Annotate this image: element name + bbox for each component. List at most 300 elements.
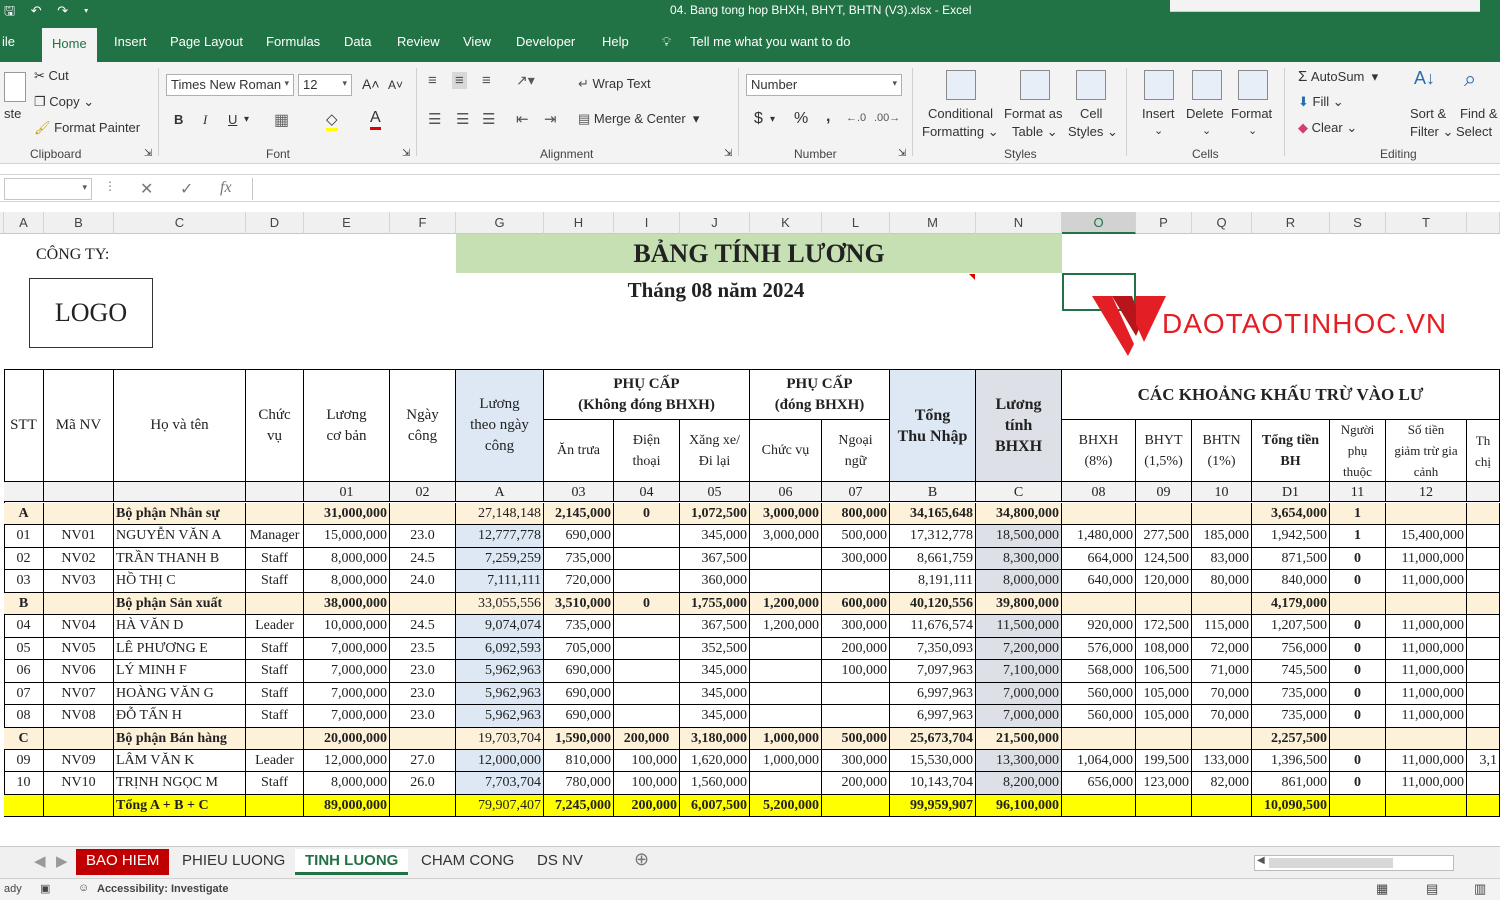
code-cell[interactable]: 06 xyxy=(750,482,822,502)
clear-button[interactable]: ◆ Clear ⌄ xyxy=(1298,120,1358,135)
font-name-select[interactable]: Times New Roman ▾ xyxy=(166,74,294,96)
table-row-cell[interactable]: 12,000,000 xyxy=(304,750,390,772)
column-header-t[interactable]: T xyxy=(1386,212,1467,234)
tab-data[interactable]: Data xyxy=(344,34,372,49)
table-row-cell[interactable]: 8,000,000 xyxy=(976,570,1062,593)
align-bottom-icon[interactable]: ≡ xyxy=(482,72,491,89)
group-row-cell[interactable] xyxy=(390,593,456,615)
table-row-cell[interactable]: 0 xyxy=(1330,570,1386,593)
group-row-cell[interactable]: 21,500,000 xyxy=(976,728,1062,750)
table-row-cell[interactable]: 0 xyxy=(1330,683,1386,705)
table-row-cell[interactable]: 8,191,111 xyxy=(890,570,976,593)
paste-button[interactable]: ste xyxy=(4,106,22,121)
table-row-cell[interactable]: 7,000,000 xyxy=(304,683,390,705)
table-row-cell[interactable]: HOÀNG VĂN G xyxy=(114,683,246,705)
group-row-cell[interactable] xyxy=(1136,503,1192,525)
table-row-cell[interactable]: 360,000 xyxy=(680,570,750,593)
worksheet-grid[interactable] xyxy=(0,234,1500,846)
comma-button[interactable]: , xyxy=(826,108,831,125)
tab-formulas[interactable]: Formulas xyxy=(266,34,321,49)
column-header-o[interactable]: O xyxy=(1062,212,1136,234)
prev-sheet-icon[interactable]: ◀ xyxy=(34,853,46,870)
column-header-h[interactable]: H xyxy=(544,212,614,234)
table-row-cell[interactable]: 23.0 xyxy=(390,705,456,728)
table-row-cell[interactable]: 8,000,000 xyxy=(304,570,390,593)
table-row-cell[interactable]: 861,000 xyxy=(1252,772,1330,795)
table-row-cell[interactable]: 640,000 xyxy=(1062,570,1136,593)
column-header-m[interactable]: M xyxy=(890,212,976,234)
group-row-cell[interactable]: 79,907,407 xyxy=(456,795,544,817)
group-row-cell[interactable]: A xyxy=(4,503,44,525)
chevron-down-icon[interactable]: ▾ xyxy=(770,114,776,125)
code-cell[interactable] xyxy=(1467,482,1500,502)
italic-button[interactable]: I xyxy=(203,112,208,127)
table-row-cell[interactable]: 7,350,093 xyxy=(890,638,976,660)
table-row-cell[interactable]: 840,000 xyxy=(1252,570,1330,593)
group-row-cell[interactable]: 200,000 xyxy=(614,728,680,750)
tell-me-search[interactable]: Tell me what you want to do xyxy=(690,34,851,49)
code-cell[interactable] xyxy=(246,482,304,502)
group-row-cell[interactable]: 200,000 xyxy=(614,795,680,817)
group-row-cell[interactable] xyxy=(1386,593,1467,615)
table-row-cell[interactable] xyxy=(822,570,890,593)
table-row-cell[interactable] xyxy=(614,638,680,660)
table-row-cell[interactable]: 24.0 xyxy=(390,570,456,593)
table-row-cell[interactable]: 367,500 xyxy=(680,548,750,570)
code-cell[interactable] xyxy=(44,482,114,502)
sheet-tab-ds-nv[interactable]: DS NV xyxy=(537,852,583,869)
fill-color-icon[interactable]: ◇ xyxy=(326,110,338,131)
table-row-cell[interactable] xyxy=(750,570,822,593)
group-row-cell[interactable]: 96,100,000 xyxy=(976,795,1062,817)
group-row-cell[interactable] xyxy=(390,728,456,750)
delete-cells-icon[interactable] xyxy=(1192,70,1222,100)
grow-font-icon[interactable]: A˄ xyxy=(362,76,380,92)
table-row-cell[interactable]: 920,000 xyxy=(1062,615,1136,638)
align-middle-icon[interactable]: ≡ xyxy=(452,72,467,89)
group-row-cell[interactable]: 38,000,000 xyxy=(304,593,390,615)
table-row-cell[interactable]: 1,064,000 xyxy=(1062,750,1136,772)
group-row-cell[interactable] xyxy=(1386,503,1467,525)
table-row-cell[interactable]: 105,000 xyxy=(1136,683,1192,705)
table-row-cell[interactable]: 7,111,111 xyxy=(456,570,544,593)
group-row-cell[interactable] xyxy=(1192,503,1252,525)
merge-center-button[interactable]: ▤ Merge & Center ▾ xyxy=(578,111,700,126)
code-cell[interactable]: 02 xyxy=(390,482,456,502)
format-as-table-label-1[interactable]: Format as xyxy=(1004,106,1063,121)
group-row-cell[interactable] xyxy=(1467,728,1500,750)
table-row-cell[interactable]: 23.0 xyxy=(390,683,456,705)
increase-indent-icon[interactable]: ⇥ xyxy=(544,111,557,128)
table-row-cell[interactable]: 06 xyxy=(4,660,44,683)
chevron-down-icon[interactable]: ▾ xyxy=(244,114,250,125)
table-row-cell[interactable]: 560,000 xyxy=(1062,705,1136,728)
table-row-cell[interactable]: 108,000 xyxy=(1136,638,1192,660)
table-row-cell[interactable]: 568,000 xyxy=(1062,660,1136,683)
table-row-cell[interactable]: 120,000 xyxy=(1136,570,1192,593)
table-row-cell[interactable]: 745,500 xyxy=(1252,660,1330,683)
table-row-cell[interactable]: 345,000 xyxy=(680,683,750,705)
copy-button[interactable]: ❐ Copy ⌄ xyxy=(34,94,95,109)
table-row-cell[interactable]: 13,300,000 xyxy=(976,750,1062,772)
group-row-cell[interactable]: 3,000,000 xyxy=(750,503,822,525)
orientation-icon[interactable]: ↗▾ xyxy=(516,72,535,88)
group-row-cell[interactable]: Bộ phận Sản xuất xyxy=(114,593,246,615)
underline-button[interactable]: U xyxy=(228,112,238,127)
group-row-cell[interactable] xyxy=(246,728,304,750)
column-header-k[interactable]: K xyxy=(750,212,822,234)
column-header-r[interactable]: R xyxy=(1252,212,1330,234)
table-row-cell[interactable]: NV01 xyxy=(44,525,114,548)
table-row-cell[interactable]: NV07 xyxy=(44,683,114,705)
shrink-font-icon[interactable]: A˅ xyxy=(388,78,404,92)
table-row-cell[interactable]: 7,200,000 xyxy=(976,638,1062,660)
group-row-cell[interactable]: 33,055,556 xyxy=(456,593,544,615)
group-row-cell[interactable]: 27,148,148 xyxy=(456,503,544,525)
table-row-cell[interactable] xyxy=(1467,638,1500,660)
table-row-cell[interactable]: 18,500,000 xyxy=(976,525,1062,548)
group-row-cell[interactable]: 34,165,648 xyxy=(890,503,976,525)
group-row-cell[interactable] xyxy=(1386,795,1467,817)
table-row-cell[interactable]: ĐỖ TẤN H xyxy=(114,705,246,728)
table-row-cell[interactable]: 10,143,704 xyxy=(890,772,976,795)
table-row-cell[interactable]: 8,000,000 xyxy=(304,772,390,795)
clipboard-icon[interactable] xyxy=(4,72,26,102)
wrap-text-button[interactable]: ↵ Wrap Text xyxy=(578,76,651,91)
table-row-cell[interactable]: Staff xyxy=(246,660,304,683)
group-row-cell[interactable]: 2,257,500 xyxy=(1252,728,1330,750)
align-left-icon[interactable]: ☰ xyxy=(428,111,442,128)
group-row-cell[interactable] xyxy=(1062,503,1136,525)
column-header-p[interactable]: P xyxy=(1136,212,1192,234)
table-row-cell[interactable]: 70,000 xyxy=(1192,705,1252,728)
table-row-cell[interactable]: 10,000,000 xyxy=(304,615,390,638)
group-row-cell[interactable]: 1,200,000 xyxy=(750,593,822,615)
table-row-cell[interactable]: 23.0 xyxy=(390,660,456,683)
table-row-cell[interactable]: 82,000 xyxy=(1192,772,1252,795)
autosum-button[interactable]: Σ AutoSum ▾ xyxy=(1298,68,1379,85)
table-row-cell[interactable] xyxy=(1467,660,1500,683)
sort-filter-icon[interactable]: A↓ xyxy=(1414,68,1436,88)
table-row-cell[interactable]: 0 xyxy=(1330,615,1386,638)
table-row-cell[interactable]: 735,000 xyxy=(544,615,614,638)
table-row-cell[interactable]: 6,997,963 xyxy=(890,705,976,728)
table-row-cell[interactable] xyxy=(750,548,822,570)
insert-cells-icon[interactable] xyxy=(1144,70,1174,100)
table-row-cell[interactable]: NV08 xyxy=(44,705,114,728)
table-row-cell[interactable] xyxy=(1467,570,1500,593)
delete-cells-button[interactable]: Delete xyxy=(1186,106,1224,121)
table-row-cell[interactable]: NV05 xyxy=(44,638,114,660)
table-row-cell[interactable]: 17,312,778 xyxy=(890,525,976,548)
search-icon[interactable]: ⌕ xyxy=(1464,66,1477,91)
group-row-cell[interactable] xyxy=(1062,795,1136,817)
format-as-table-label-2[interactable]: Table ⌄ xyxy=(1012,124,1058,139)
column-header-e[interactable]: E xyxy=(304,212,390,234)
table-row-cell[interactable] xyxy=(750,638,822,660)
fill-button[interactable]: ⬇︎ Fill ⌄ xyxy=(1298,94,1344,109)
table-row-cell[interactable]: Staff xyxy=(246,570,304,593)
group-row-cell[interactable] xyxy=(1467,795,1500,817)
group-row-cell[interactable]: 500,000 xyxy=(822,728,890,750)
table-row-cell[interactable]: 27.0 xyxy=(390,750,456,772)
table-row-cell[interactable]: 871,500 xyxy=(1252,548,1330,570)
table-row-cell[interactable]: 300,000 xyxy=(822,548,890,570)
table-row-cell[interactable] xyxy=(1467,548,1500,570)
table-row-cell[interactable]: 5,962,963 xyxy=(456,705,544,728)
sheet-tab-bao-hiem[interactable]: BAO HIEM xyxy=(76,849,169,875)
scroll-left-icon[interactable]: ◀ xyxy=(1257,855,1265,866)
format-cells-button[interactable]: Format xyxy=(1231,106,1273,121)
sort-filter-label-2[interactable]: Filter ⌄ xyxy=(1410,124,1454,139)
table-row-cell[interactable]: 300,000 xyxy=(822,750,890,772)
group-row-cell[interactable]: 600,000 xyxy=(822,593,890,615)
table-row-cell[interactable] xyxy=(614,615,680,638)
group-row-cell[interactable]: 3,654,000 xyxy=(1252,503,1330,525)
table-row-cell[interactable]: 133,000 xyxy=(1192,750,1252,772)
table-row-cell[interactable]: 7,000,000 xyxy=(304,660,390,683)
format-painter-button[interactable]: 🖌︎ Format Painter xyxy=(34,120,141,135)
table-row-cell[interactable]: 7,000,000 xyxy=(304,638,390,660)
group-row-cell[interactable]: 3,180,000 xyxy=(680,728,750,750)
column-header-g[interactable]: G xyxy=(456,212,544,234)
conditional-formatting-label-1[interactable]: Conditional xyxy=(928,106,994,121)
table-row-cell[interactable]: 0 xyxy=(1330,548,1386,570)
group-row-cell[interactable]: 89,000,000 xyxy=(304,795,390,817)
cell-styles-label-2[interactable]: Styles ⌄ xyxy=(1068,124,1118,139)
format-cells-icon[interactable] xyxy=(1238,70,1268,100)
group-row-cell[interactable]: Bộ phận Nhân sự xyxy=(114,503,246,525)
code-cell[interactable]: B xyxy=(890,482,976,502)
group-row-cell[interactable]: 3,510,000 xyxy=(544,593,614,615)
group-row-cell[interactable]: 99,959,907 xyxy=(890,795,976,817)
table-row-cell[interactable]: LÂM VĂN K xyxy=(114,750,246,772)
chevron-down-icon[interactable]: ⌄ xyxy=(1202,125,1212,137)
enter-icon[interactable]: ✓ xyxy=(180,181,194,198)
table-row-cell[interactable]: HÀ VĂN D xyxy=(114,615,246,638)
column-header-u[interactable] xyxy=(1467,212,1500,234)
table-row-cell[interactable]: 04 xyxy=(4,615,44,638)
column-header-a[interactable]: A xyxy=(4,212,44,234)
code-cell[interactable]: 08 xyxy=(1062,482,1136,502)
group-row-cell[interactable] xyxy=(246,593,304,615)
table-row-cell[interactable]: 8,300,000 xyxy=(976,548,1062,570)
table-row-cell[interactable]: 172,500 xyxy=(1136,615,1192,638)
table-row-cell[interactable]: NV04 xyxy=(44,615,114,638)
table-row-cell[interactable]: 72,000 xyxy=(1192,638,1252,660)
table-row-cell[interactable]: NV02 xyxy=(44,548,114,570)
table-row-cell[interactable]: 0 xyxy=(1330,772,1386,795)
group-row-cell[interactable]: 31,000,000 xyxy=(304,503,390,525)
group-row-cell[interactable]: 0 xyxy=(614,593,680,615)
table-row-cell[interactable]: 0 xyxy=(1330,750,1386,772)
group-row-cell[interactable]: 0 xyxy=(614,503,680,525)
column-header-d[interactable]: D xyxy=(246,212,304,234)
table-row-cell[interactable]: 345,000 xyxy=(680,660,750,683)
tab-file[interactable]: ile xyxy=(2,34,16,49)
table-row-cell[interactable]: 5,962,963 xyxy=(456,660,544,683)
group-row-cell[interactable] xyxy=(1192,795,1252,817)
sheet-tab-tinh-luong[interactable]: TINH LUONG xyxy=(295,849,408,875)
group-row-cell[interactable] xyxy=(1136,728,1192,750)
group-row-cell[interactable]: 7,245,000 xyxy=(544,795,614,817)
table-row-cell[interactable]: 124,500 xyxy=(1136,548,1192,570)
table-row-cell[interactable]: 690,000 xyxy=(544,525,614,548)
table-row-cell[interactable]: 11,000,000 xyxy=(1386,683,1467,705)
table-row-cell[interactable]: 1 xyxy=(1330,525,1386,548)
next-sheet-icon[interactable]: ▶ xyxy=(56,853,68,870)
table-row-cell[interactable]: NV09 xyxy=(44,750,114,772)
cell-styles-label-1[interactable]: Cell xyxy=(1080,106,1103,121)
table-row-cell[interactable]: 664,000 xyxy=(1062,548,1136,570)
table-row-cell[interactable]: 23.0 xyxy=(390,525,456,548)
column-header-s[interactable]: S xyxy=(1330,212,1386,234)
group-row-cell[interactable] xyxy=(1330,795,1386,817)
column-header-n[interactable]: N xyxy=(976,212,1062,234)
table-row-cell[interactable]: 185,000 xyxy=(1192,525,1252,548)
group-row-cell[interactable]: C xyxy=(4,728,44,750)
conditional-formatting-label-2[interactable]: Formatting ⌄ xyxy=(922,124,999,139)
table-row-cell[interactable] xyxy=(1467,683,1500,705)
table-row-cell[interactable]: 1,396,500 xyxy=(1252,750,1330,772)
tab-help[interactable]: Help xyxy=(602,34,629,49)
group-row-cell[interactable]: 10,090,500 xyxy=(1252,795,1330,817)
table-row-cell[interactable] xyxy=(614,548,680,570)
column-header-l[interactable]: L xyxy=(822,212,890,234)
table-row-cell[interactable]: 7,000,000 xyxy=(976,705,1062,728)
table-row-cell[interactable]: 7,000,000 xyxy=(304,705,390,728)
code-cell[interactable]: A xyxy=(456,482,544,502)
table-row-cell[interactable]: 115,000 xyxy=(1192,615,1252,638)
table-row-cell[interactable]: HỒ THỊ C xyxy=(114,570,246,593)
sheet-tab-phieu-luong[interactable]: PHIEU LUONG xyxy=(182,852,286,869)
align-center-icon[interactable]: ☰ xyxy=(456,111,470,128)
table-row-cell[interactable]: 7,000,000 xyxy=(976,683,1062,705)
column-header-q[interactable]: Q xyxy=(1192,212,1252,234)
table-row-cell[interactable]: 200,000 xyxy=(822,638,890,660)
table-row-cell[interactable]: 1,207,500 xyxy=(1252,615,1330,638)
table-row-cell[interactable]: 690,000 xyxy=(544,660,614,683)
group-row-cell[interactable]: 19,703,704 xyxy=(456,728,544,750)
group-row-cell[interactable]: 1,000,000 xyxy=(750,728,822,750)
group-row-cell[interactable] xyxy=(822,795,890,817)
group-row-cell[interactable]: 6,007,500 xyxy=(680,795,750,817)
quick-access-toolbar[interactable]: 🖫 ↶ ↷ ▾ xyxy=(4,3,95,18)
code-cell[interactable] xyxy=(4,482,44,502)
table-row-cell[interactable]: 03 xyxy=(4,570,44,593)
table-row-cell[interactable]: 24.5 xyxy=(390,615,456,638)
table-row-cell[interactable]: 8,000,000 xyxy=(304,548,390,570)
font-color-icon[interactable]: A xyxy=(370,109,381,130)
table-row-cell[interactable]: 11,000,000 xyxy=(1386,750,1467,772)
code-cell[interactable]: D1 xyxy=(1252,482,1330,502)
cell-styles-icon[interactable] xyxy=(1076,70,1106,100)
group-row-cell[interactable] xyxy=(44,503,114,525)
column-header-b[interactable]: B xyxy=(44,212,114,234)
code-cell[interactable]: 11 xyxy=(1330,482,1386,502)
cut-button[interactable]: ✂ Cut xyxy=(34,68,69,83)
table-row-cell[interactable]: 100,000 xyxy=(614,772,680,795)
table-row-cell[interactable]: 11,000,000 xyxy=(1386,705,1467,728)
align-top-icon[interactable]: ≡ xyxy=(428,72,437,89)
add-sheet-icon[interactable]: ⊕ xyxy=(634,849,650,869)
group-row-cell[interactable] xyxy=(44,728,114,750)
table-row-cell[interactable]: 1,560,000 xyxy=(680,772,750,795)
group-row-cell[interactable] xyxy=(1386,728,1467,750)
table-row-cell[interactable]: 735,000 xyxy=(1252,705,1330,728)
table-row-cell[interactable]: Staff xyxy=(246,638,304,660)
group-row-cell[interactable]: 39,800,000 xyxy=(976,593,1062,615)
code-cell[interactable]: C xyxy=(976,482,1062,502)
group-row-cell[interactable]: 2,145,000 xyxy=(544,503,614,525)
chevron-down-icon[interactable]: ⌄ xyxy=(1248,125,1258,137)
table-row-cell[interactable]: NV10 xyxy=(44,772,114,795)
table-row-cell[interactable]: 24.5 xyxy=(390,548,456,570)
table-row-cell[interactable]: 11,676,574 xyxy=(890,615,976,638)
group-row-cell[interactable]: Tổng A + B + C xyxy=(114,795,246,817)
group-row-cell[interactable] xyxy=(1330,593,1386,615)
table-row-cell[interactable]: 810,000 xyxy=(544,750,614,772)
table-row-cell[interactable]: 106,500 xyxy=(1136,660,1192,683)
table-row-cell[interactable]: 11,000,000 xyxy=(1386,660,1467,683)
table-row-cell[interactable]: 10 xyxy=(4,772,44,795)
table-row-cell[interactable]: 15,000,000 xyxy=(304,525,390,548)
borders-icon[interactable]: ▦ xyxy=(274,112,290,129)
table-row-cell[interactable]: 11,000,000 xyxy=(1386,570,1467,593)
cancel-icon[interactable]: ✕ xyxy=(140,181,154,198)
table-row-cell[interactable]: 560,000 xyxy=(1062,683,1136,705)
table-row-cell[interactable]: 15,530,000 xyxy=(890,750,976,772)
table-row-cell[interactable]: 23.5 xyxy=(390,638,456,660)
table-row-cell[interactable]: 8,661,759 xyxy=(890,548,976,570)
number-format-select[interactable]: Number ▾ xyxy=(746,74,902,96)
table-row-cell[interactable]: 6,092,593 xyxy=(456,638,544,660)
table-row-cell[interactable]: 123,000 xyxy=(1136,772,1192,795)
table-row-cell[interactable]: NV06 xyxy=(44,660,114,683)
decrease-decimal-icon[interactable]: .00→ xyxy=(874,112,901,124)
table-row-cell[interactable]: 5,962,963 xyxy=(456,683,544,705)
table-row-cell[interactable]: 780,000 xyxy=(544,772,614,795)
group-row-cell[interactable]: 4,179,000 xyxy=(1252,593,1330,615)
find-select-label-2[interactable]: Select xyxy=(1456,124,1493,139)
table-row-cell[interactable]: 300,000 xyxy=(822,615,890,638)
tab-developer[interactable]: Developer xyxy=(516,34,576,49)
sheet-tab-cham-cong[interactable]: CHAM CONG xyxy=(421,852,515,869)
table-row-cell[interactable] xyxy=(750,660,822,683)
table-row-cell[interactable] xyxy=(1467,615,1500,638)
table-row-cell[interactable]: 0 xyxy=(1330,660,1386,683)
chevron-down-icon[interactable]: ⌄ xyxy=(1154,125,1164,137)
scrollbar-thumb[interactable] xyxy=(1269,858,1393,868)
table-row-cell[interactable]: Leader xyxy=(246,750,304,772)
table-row-cell[interactable]: 576,000 xyxy=(1062,638,1136,660)
table-row-cell[interactable]: 735,000 xyxy=(1252,683,1330,705)
table-row-cell[interactable]: 11,000,000 xyxy=(1386,638,1467,660)
group-row-cell[interactable] xyxy=(1136,593,1192,615)
table-row-cell[interactable]: 500,000 xyxy=(822,525,890,548)
table-row-cell[interactable]: 690,000 xyxy=(544,705,614,728)
table-row-cell[interactable]: 15,400,000 xyxy=(1386,525,1467,548)
table-row-cell[interactable]: 277,500 xyxy=(1136,525,1192,548)
group-row-cell[interactable]: 1,590,000 xyxy=(544,728,614,750)
table-row-cell[interactable]: 70,000 xyxy=(1192,683,1252,705)
insert-function-icon[interactable]: fx xyxy=(220,179,232,196)
accessibility-icon[interactable]: ☺ xyxy=(78,882,90,894)
column-header-j[interactable]: J xyxy=(680,212,750,234)
table-row-cell[interactable]: 83,000 xyxy=(1192,548,1252,570)
code-cell[interactable] xyxy=(114,482,246,502)
table-row-cell[interactable]: TRẦN THANH B xyxy=(114,548,246,570)
